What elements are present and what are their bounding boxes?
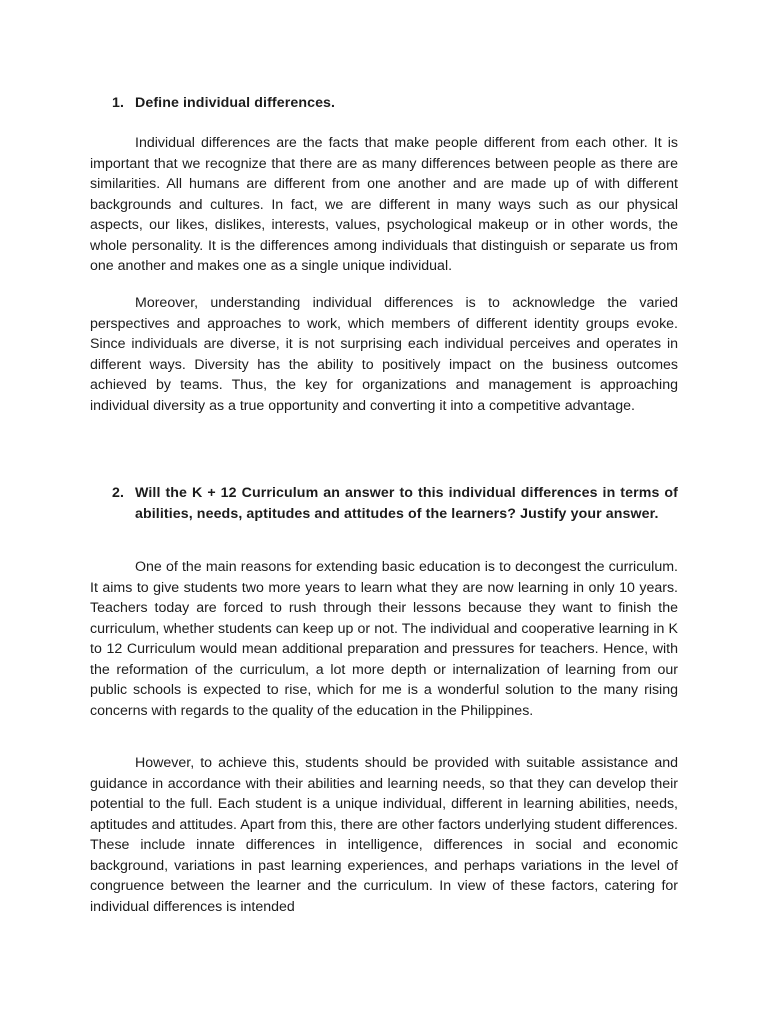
question-1-number: 1. [112, 95, 125, 111]
answer-2-paragraph-2: However, to achieve this, students should be provided with suitable assistance and guidance in accordance with their abilities and learning needs, so that they can develop their potential to the full. Each student is a unique individual, different in learning abilities, needs, aptitudes and attitudes. Apart from this, there are other factors underlying student differences. These include innate differences in intelligence, differences in social and economic background, variations in past learning experiences, and perhaps variations in the level of congruence between the learner and the curriculum. In view of these factors, catering for individual differences is intended [90, 755, 678, 915]
question-1-text: Define individual differences. [135, 95, 336, 111]
question-2-text: Will the K + 12 Curriculum an answer to this individual differences in terms of abilities, needs, aptitudes and attitudes of the learners? Justify your answer. [135, 485, 678, 522]
question-2-number: 2. [112, 485, 125, 501]
question-1-heading [112, 93, 678, 114]
answer-1-paragraph-1: Individual differences are the facts that make people different from each other. It is important that we recognize that there are as many differences between people as there are similarities. All humans are different from one another and are made up of with different backgrounds and cultures. In fact, we are different in many ways such as our physical aspects, our likes, dislikes, interests, values, psychological makeup or in other words, the whole personality. It is the differences among individuals that distinguish or separate us from one another and makes one as a single unique individual. [90, 135, 678, 274]
question-2-heading [112, 483, 678, 524]
answer-1-paragraph-2: Moreover, understanding individual differences is to acknowledge the varied perspectives and approaches to work, which members of different identity groups evoke. Since individuals are diverse, it is not surprising each individual perceives and operates in different ways. Diversity has the ability to positively impact on the business outcomes achieved by teams. Thus, the key for organizations and management is approaching individual diversity as a true opportunity and converting it into a competitive advantage. [90, 295, 678, 414]
answer-2-paragraph-1: One of the main reasons for extending basic education is to decongest the curriculum. It aims to give students two more years to learn what they are now learning in only 10 years. Teachers today are forced to rush through their lessons because they want to finish the curriculum, whether students can keep up or not. The individual and cooperative learning in K to 12 Curriculum would mean additional preparation and pressures for teachers. Hence, with the reformation of the curriculum, a lot more depth or internalization of learning from our public schools is expected to rise, which for me is a wonderful solution to the many rising concerns with regards to the quality of the education in the Philippines. [90, 559, 678, 719]
